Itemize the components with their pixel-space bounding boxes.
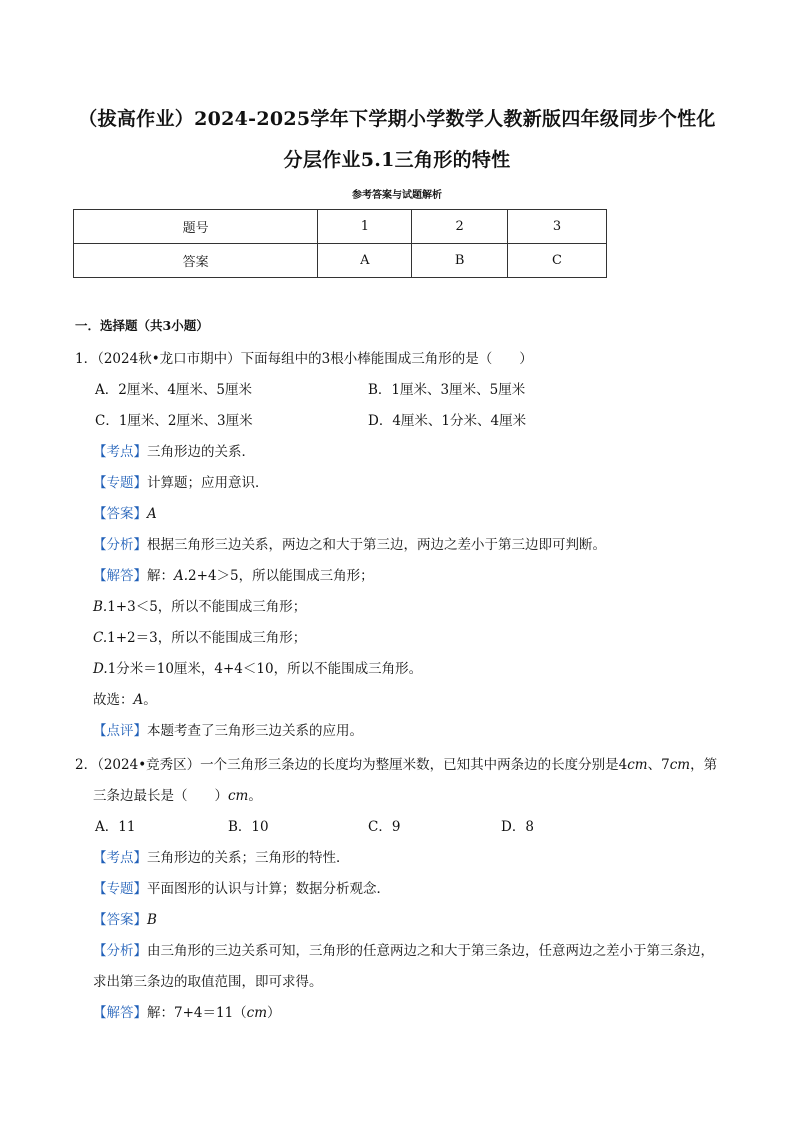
q1-guxuan-end: 。	[143, 692, 157, 708]
q1-jieda-line2	[93, 598, 306, 616]
zhuanti-tag: 【专题】	[93, 475, 147, 491]
q2-jieda-b: ）	[267, 1005, 281, 1021]
table-cell: 1	[318, 210, 412, 244]
daan-tag: 【答案】	[93, 912, 147, 928]
q1-jieda-prefix: 解：	[147, 568, 174, 584]
q1-kaodian-text: 三角形边的关系．	[147, 444, 255, 460]
kaodian-tag: 【考点】	[93, 850, 147, 866]
q2-fenxi-text-1: 由三角形的三边关系可知，三角形的任意两边之和大于第三条边，任意两边之差小于第三条边，	[147, 943, 714, 959]
q2-unit-4: cm	[246, 1005, 268, 1021]
fenxi-tag: 【分析】	[93, 943, 147, 959]
q1-jieda-line3	[93, 629, 306, 647]
table-cell: B	[412, 244, 508, 278]
q1-zhuanti-text: 计算题；应用意识．	[147, 475, 269, 491]
fenxi-tag: 【分析】	[93, 537, 147, 553]
q2-zhuanti-text: 平面图形的认识与计算；数据分析观念．	[147, 881, 390, 897]
q1-jieda-4-text: 1分米＝10厘米，4+4＜10，所以不能围成三角形。	[107, 661, 423, 677]
q1-zhuanti	[93, 474, 269, 492]
q2-option-b: B．10	[228, 819, 269, 835]
q2-stem-b: 、7	[647, 757, 670, 773]
q2-kaodian-text: 三角形边的关系；三角形的特性．	[147, 850, 350, 866]
answer-table-row-answer	[74, 244, 607, 278]
q1-daan-text: A	[147, 506, 157, 522]
q1-fenxi-text: 根据三角形三边关系，两边之和大于第三边，两边之差小于第三边即可判断。	[147, 537, 606, 553]
table-cell: 题号	[74, 210, 318, 244]
q1-option-a: A．2厘米、4厘米、5厘米	[95, 382, 253, 398]
q1-jieda	[93, 567, 374, 585]
q2-option-d: D．8	[501, 819, 534, 835]
q2-unit-3: cm	[228, 788, 249, 804]
table-cell: C	[507, 244, 606, 278]
q1-guxuan-prefix: 故选：	[93, 692, 134, 708]
table-cell: 3	[507, 210, 606, 244]
q2-jieda-a: 解：7+4＝11（	[147, 1005, 247, 1021]
zhuanti-tag: 【专题】	[93, 881, 147, 897]
q2-daan	[93, 911, 157, 929]
q1-daan	[93, 505, 157, 523]
q1-guxuan	[93, 691, 157, 709]
q1-stem: 1．（2024秋•龙口市期中）下面每组中的3根小棒能围成三角形的是（ ）	[75, 351, 533, 367]
q1-jieda-3-letter: C.	[93, 630, 108, 646]
q1-option-b: B．1厘米、3厘米、5厘米	[368, 382, 526, 398]
section-heading: 一．选择题（共3小题）	[75, 318, 209, 333]
q1-kaodian	[93, 443, 255, 461]
answer-table	[73, 209, 607, 278]
q1-fenxi	[93, 536, 606, 554]
q2-fenxi-line2: 求出第三条边的取值范围，即可求得。	[93, 974, 323, 990]
q1-jieda-2-letter: B.	[93, 599, 108, 615]
q2-zhuanti	[93, 880, 390, 898]
document-title-line2: 分层作业5.1三角形的特性	[283, 149, 511, 171]
document-subtitle: 参考答案与试题解析	[352, 190, 442, 201]
q1-jieda-2-text: 1+3＜5，所以不能围成三角形；	[107, 599, 307, 615]
document-title-line1: （拔高作业）2024-2025学年下学期小学数学人教新版四年级同步个性化	[78, 108, 716, 130]
q2-stem2-b: 。	[248, 788, 262, 804]
q1-jieda-line4	[93, 660, 422, 678]
jieda-tag: 【解答】	[93, 568, 147, 584]
daan-tag: 【答案】	[93, 506, 147, 522]
q2-option-a: A．11	[95, 819, 136, 835]
q2-stem-line2	[93, 787, 262, 805]
q2-stem2-a: 三条边最长是（ ）	[93, 788, 228, 804]
table-cell: 答案	[74, 244, 318, 278]
answer-table-row-number	[74, 210, 607, 244]
q1-jieda-1-letter: A.	[174, 568, 189, 584]
table-cell: 2	[412, 210, 508, 244]
q2-stem-a: 2．（2024•竞秀区）一个三角形三条边的长度均为整厘米数，已知其中两条边的长度分别是4	[75, 757, 628, 773]
q1-jieda-1-text: 2+4＞5，所以能围成三角形；	[188, 568, 374, 584]
q2-option-c: C．9	[368, 819, 401, 835]
q2-jieda	[93, 1004, 281, 1022]
q1-option-c: C．1厘米、2厘米、3厘米	[95, 413, 253, 429]
table-cell: A	[318, 244, 412, 278]
kaodian-tag: 【考点】	[93, 444, 147, 460]
q1-dianping-text: 本题考查了三角形三边关系的应用。	[147, 723, 363, 739]
q1-jieda-4-letter: D.	[93, 661, 108, 677]
q1-jieda-3-text: 1+2＝3，所以不能围成三角形；	[107, 630, 307, 646]
q2-stem-c: ，第	[690, 757, 718, 773]
q1-dianping	[93, 722, 363, 740]
q2-unit-2: cm	[669, 757, 691, 773]
q1-guxuan-letter: A	[133, 692, 144, 708]
jieda-tag: 【解答】	[93, 1005, 147, 1021]
q1-option-d: D．4厘米、1分米、4厘米	[368, 413, 527, 429]
dianping-tag: 【点评】	[93, 723, 147, 739]
q2-kaodian	[93, 849, 350, 867]
q2-fenxi	[93, 942, 714, 960]
q2-stem-line1	[75, 756, 717, 774]
q2-unit-1: cm	[627, 757, 648, 773]
q2-daan-text: B	[147, 912, 157, 928]
